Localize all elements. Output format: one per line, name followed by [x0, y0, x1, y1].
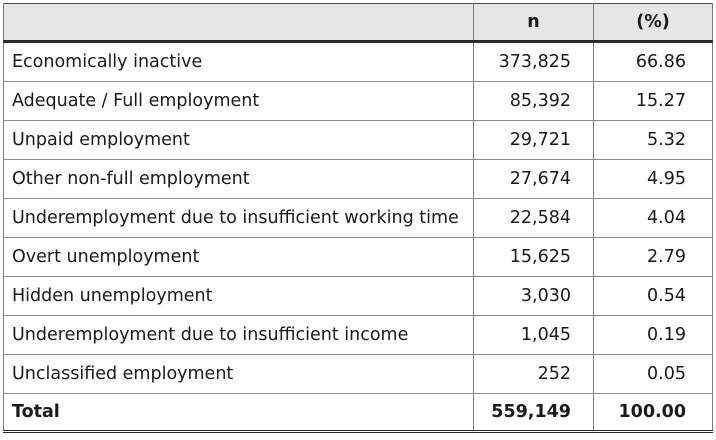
table-row [4, 160, 713, 199]
total-label: Total [4, 394, 474, 432]
employment-table-container [3, 3, 712, 433]
employment-status-table [3, 3, 713, 433]
row-n: 1,045 [474, 316, 594, 355]
header-percent: (%) [594, 4, 713, 42]
row-n: 15,625 [474, 238, 594, 277]
table-row [4, 277, 713, 316]
row-percent: 15.27 [594, 82, 713, 121]
table-row [4, 316, 713, 355]
row-label: Hidden unemployment [4, 277, 474, 316]
row-percent: 66.86 [594, 42, 713, 82]
row-label: Adequate / Full employment [4, 82, 474, 121]
row-label: Unpaid employment [4, 121, 474, 160]
row-n: 22,584 [474, 199, 594, 238]
table-row [4, 121, 713, 160]
row-label: Other non-full employment [4, 160, 474, 199]
total-n: 559,149 [474, 394, 594, 432]
row-n: 27,674 [474, 160, 594, 199]
total-row [4, 394, 713, 432]
row-percent: 0.54 [594, 277, 713, 316]
row-percent: 0.05 [594, 355, 713, 394]
table-row [4, 82, 713, 121]
row-label: Underemployment due to insufficient income [4, 316, 474, 355]
row-n: 3,030 [474, 277, 594, 316]
row-label: Overt unemployment [4, 238, 474, 277]
table-row [4, 42, 713, 82]
row-percent: 5.32 [594, 121, 713, 160]
total-percent: 100.00 [594, 394, 713, 432]
row-label: Economically inactive [4, 42, 474, 82]
row-percent: 4.95 [594, 160, 713, 199]
table-row [4, 238, 713, 277]
table-row [4, 355, 713, 394]
row-n: 29,721 [474, 121, 594, 160]
row-percent: 2.79 [594, 238, 713, 277]
row-percent: 4.04 [594, 199, 713, 238]
table-row [4, 199, 713, 238]
header-category [4, 4, 474, 42]
row-label: Underemployment due to insufficient working time [4, 199, 474, 238]
row-n: 85,392 [474, 82, 594, 121]
row-label: Unclassified employment [4, 355, 474, 394]
row-n: 373,825 [474, 42, 594, 82]
row-percent: 0.19 [594, 316, 713, 355]
header-n: n [474, 4, 594, 42]
table-header-row [4, 4, 713, 42]
row-n: 252 [474, 355, 594, 394]
